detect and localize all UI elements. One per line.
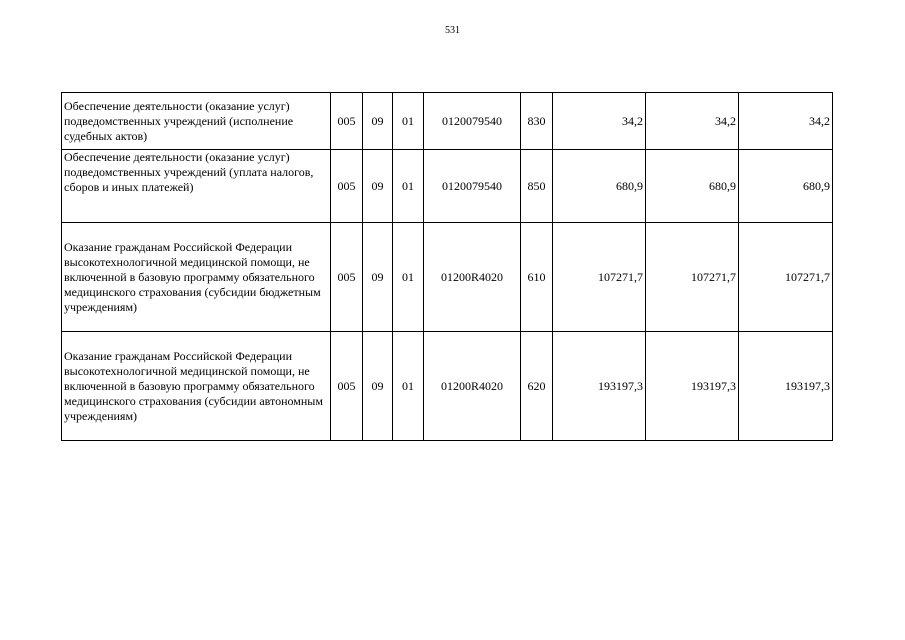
expense-type-cell: 830 [521, 93, 553, 150]
section-cell: 09 [363, 150, 393, 223]
section-cell: 09 [363, 93, 393, 150]
table-row [62, 93, 833, 150]
subsection-cell: 01 [393, 150, 424, 223]
amount-year1-cell: 193197,3 [553, 332, 646, 441]
expense-type-cell: 610 [521, 223, 553, 332]
grbs-cell: 005 [331, 150, 363, 223]
row-name-cell: Оказание гражданам Российской Федерации высокотехнологичной медицинской помощи, не включенной в базовую программу обязательного медицинского страхования (субсидии бюджетным учреждениям) [62, 223, 331, 332]
amount-year2-cell: 34,2 [646, 93, 739, 150]
amount-year1-cell: 680,9 [553, 150, 646, 223]
amount-year3-cell: 680,9 [739, 150, 833, 223]
amount-year3-cell: 193197,3 [739, 332, 833, 441]
target-article-cell: 01200R4020 [424, 332, 521, 441]
subsection-cell: 01 [393, 332, 424, 441]
section-cell: 09 [363, 332, 393, 441]
amount-year2-cell: 107271,7 [646, 223, 739, 332]
grbs-cell: 005 [331, 332, 363, 441]
page-number: 531 [445, 25, 460, 36]
grbs-cell: 005 [331, 223, 363, 332]
amount-year1-cell: 34,2 [553, 93, 646, 150]
target-article-cell: 0120079540 [424, 93, 521, 150]
table-row [62, 223, 833, 332]
amount-year2-cell: 193197,3 [646, 332, 739, 441]
target-article-cell: 01200R4020 [424, 223, 521, 332]
amount-year2-cell: 680,9 [646, 150, 739, 223]
table-row [62, 150, 833, 223]
expense-type-cell: 850 [521, 150, 553, 223]
subsection-cell: 01 [393, 223, 424, 332]
amount-year1-cell: 107271,7 [553, 223, 646, 332]
row-name-cell: Обеспечение деятельности (оказание услуг) подведомственных учреждений (уплата налогов, сборов и иных платежей) [62, 150, 331, 223]
amount-year3-cell: 34,2 [739, 93, 833, 150]
expense-type-cell: 620 [521, 332, 553, 441]
amount-year3-cell: 107271,7 [739, 223, 833, 332]
table-row [62, 332, 833, 441]
subsection-cell: 01 [393, 93, 424, 150]
budget-table [61, 92, 833, 441]
target-article-cell: 0120079540 [424, 150, 521, 223]
grbs-cell: 005 [331, 93, 363, 150]
row-name-cell: Оказание гражданам Российской Федерации высокотехнологичной медицинской помощи, не включенной в базовую программу обязательного медицинского страхования (субсидии автономным учреждениям) [62, 332, 331, 441]
row-name-cell: Обеспечение деятельности (оказание услуг) подведомственных учреждений (исполнение судебных актов) [62, 93, 331, 150]
section-cell: 09 [363, 223, 393, 332]
